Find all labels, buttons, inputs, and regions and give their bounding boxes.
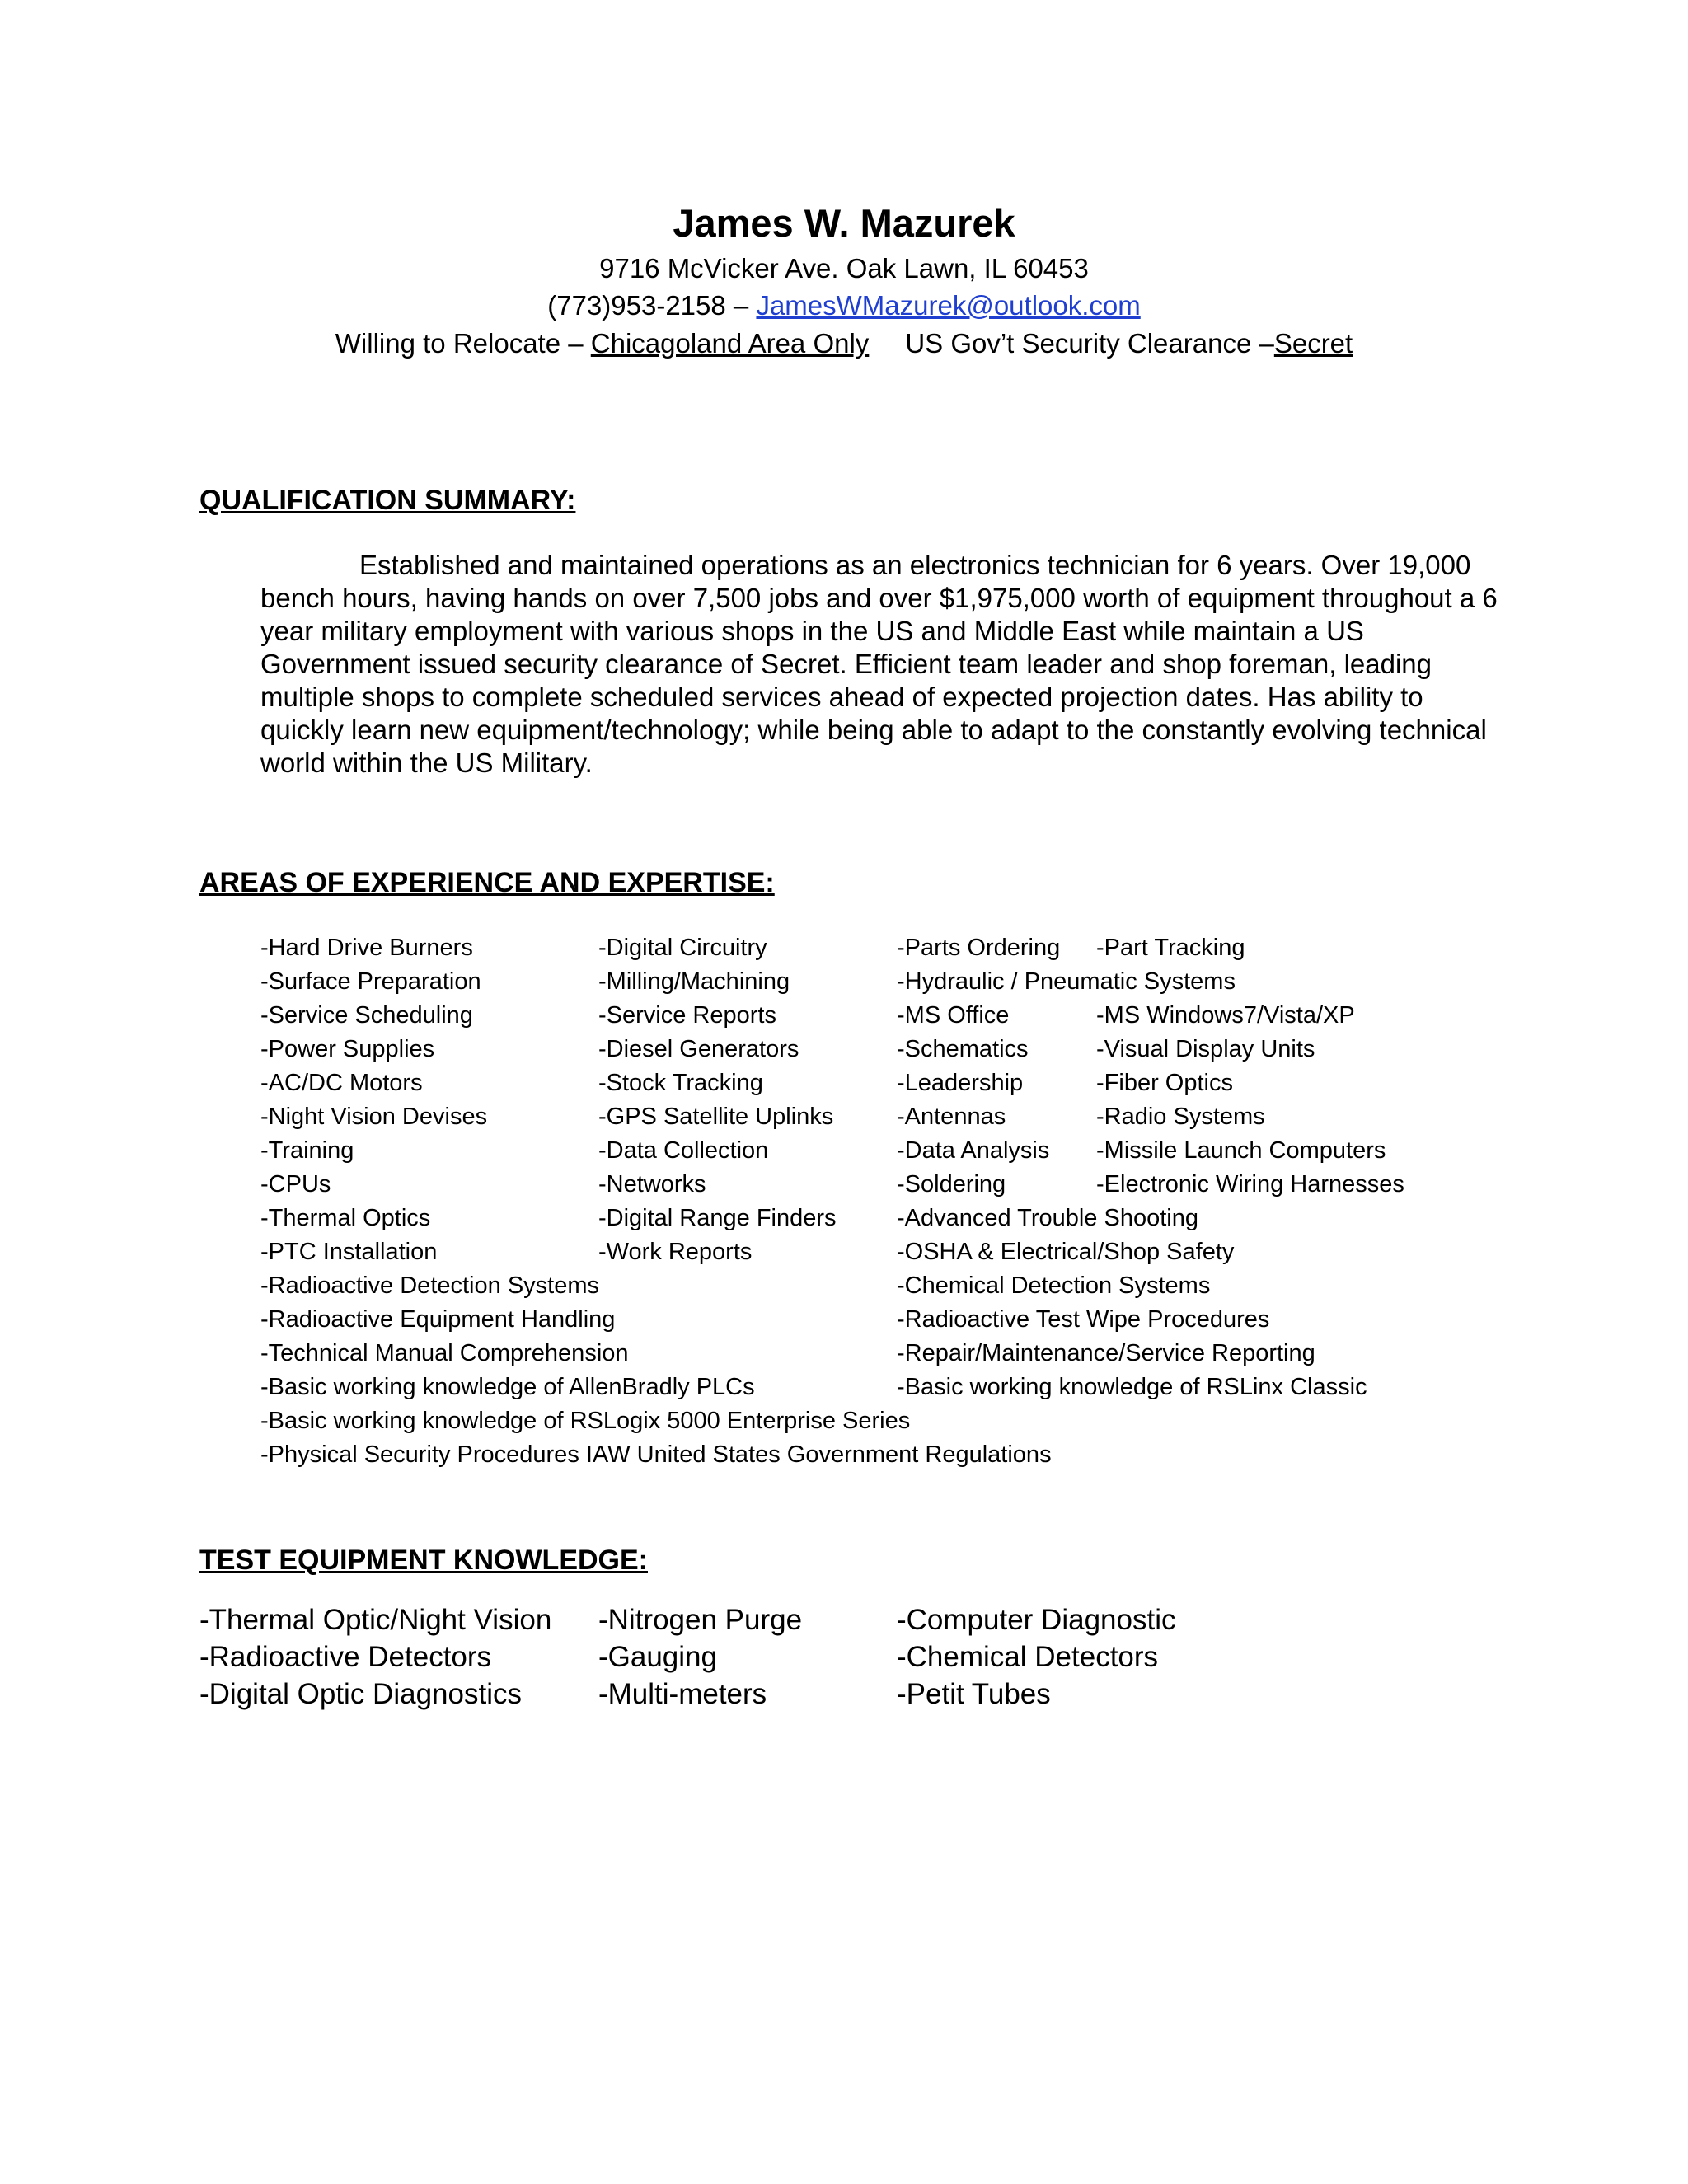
expertise-item: -Radioactive Test Wipe Procedures: [897, 1306, 1270, 1333]
expertise-item: -Digital Range Finders: [598, 1205, 837, 1231]
expertise-item: -Data Analysis: [897, 1137, 1050, 1164]
expertise-item: -Physical Security Procedures IAW United States Government Regulations: [260, 1441, 1052, 1468]
expertise-item: -Digital Circuitry: [598, 935, 767, 961]
expertise-item: -Chemical Detection Systems: [897, 1272, 1211, 1299]
test-equipment-item: -Radioactive Detectors: [199, 1641, 492, 1673]
expertise-item: -Radio Systems: [1096, 1104, 1265, 1130]
candidate-name: James W. Mazurek: [673, 201, 1015, 245]
expertise-item: -Milling/Machining: [598, 968, 790, 995]
relocation-clearance-line: [0, 328, 1688, 359]
expertise-item: -Leadership: [897, 1070, 1024, 1096]
expertise-item: -Night Vision Devises: [260, 1104, 488, 1130]
expertise-item: -Surface Preparation: [260, 968, 481, 995]
expertise-item: -OSHA & Electrical/Shop Safety: [897, 1239, 1235, 1265]
qualification-summary-heading: QUALIFICATION SUMMARY:: [199, 485, 576, 516]
expertise-item: -Stock Tracking: [598, 1070, 763, 1096]
test-equipment-item: -Chemical Detectors: [897, 1641, 1159, 1673]
test-equipment-item: -Nitrogen Purge: [598, 1604, 803, 1636]
expertise-item: -MS Office: [897, 1002, 1010, 1029]
expertise-item: -Radioactive Detection Systems: [260, 1272, 599, 1299]
expertise-item: -Part Tracking: [1096, 935, 1245, 961]
expertise-item: -GPS Satellite Uplinks: [598, 1104, 834, 1130]
relocate-value: Chicagoland Area Only: [590, 328, 870, 359]
expertise-item: -Networks: [598, 1171, 706, 1197]
phone-separator: –: [725, 290, 757, 321]
expertise-item: -Basic working knowledge of AllenBradly PLCs: [260, 1374, 755, 1400]
test-equipment-item: -Gauging: [598, 1641, 717, 1673]
test-equipment-item: -Digital Optic Diagnostics: [199, 1678, 522, 1710]
expertise-item: -Thermal Optics: [260, 1205, 431, 1231]
expertise-heading: AREAS OF EXPERIENCE AND EXPERTISE:: [199, 867, 775, 898]
expertise-item: -CPUs: [260, 1171, 331, 1197]
clearance-value: Secret: [1273, 328, 1353, 359]
test-equipment-item: -Petit Tubes: [897, 1678, 1051, 1710]
phone-number: (773)953-2158: [547, 290, 726, 321]
expertise-item: -MS Windows7/Vista/XP: [1096, 1002, 1355, 1029]
expertise-item: -Training: [260, 1137, 354, 1164]
expertise-item: -Service Reports: [598, 1002, 776, 1029]
expertise-item: -Hard Drive Burners: [260, 935, 473, 961]
expertise-item: -Repair/Maintenance/Service Reporting: [897, 1340, 1315, 1366]
expertise-item: -Visual Display Units: [1096, 1036, 1315, 1062]
expertise-item: -Radioactive Equipment Handling: [260, 1306, 616, 1333]
expertise-item: -Advanced Trouble Shooting: [897, 1205, 1198, 1231]
expertise-item: -Electronic Wiring Harnesses: [1096, 1171, 1404, 1197]
expertise-item: -Power Supplies: [260, 1036, 435, 1062]
contact-line: [0, 290, 1688, 321]
expertise-item: -Data Collection: [598, 1137, 769, 1164]
expertise-item: -Technical Manual Comprehension: [260, 1340, 629, 1366]
expertise-item: -Fiber Optics: [1096, 1070, 1233, 1096]
expertise-item: -Hydraulic / Pneumatic Systems: [897, 968, 1236, 995]
expertise-item: -Antennas: [897, 1104, 1006, 1130]
test-equipment-item: -Computer Diagnostic: [897, 1604, 1176, 1636]
expertise-item: -Soldering: [897, 1171, 1006, 1197]
address: 9716 McVicker Ave. Oak Lawn, IL 60453: [599, 253, 1089, 284]
expertise-item: -Basic working knowledge of RSLogix 5000 Enterprise Series: [260, 1408, 911, 1434]
expertise-item: -Missile Launch Computers: [1096, 1137, 1386, 1164]
expertise-item: -Work Reports: [598, 1239, 753, 1265]
qualification-summary-text: Established and maintained operations as an electronics technician for 6 years. Over 19,000 bench hours, having hands on over 7,500 jobs and over $1,975,000 worth of equipment throughout a 6 year military employment with various shops in the US and Middle East while maintain a US Government issued security clearance of Secret. Efficient team leader and shop foreman, leading multiple shops to complete scheduled services ahead of expected projection dates. Has ability to quickly learn new equipment/technology; while being able to adapt to the constantly evolving technical world within the US Military.: [260, 550, 1498, 778]
expertise-item: -Diesel Generators: [598, 1036, 799, 1062]
expertise-item: -PTC Installation: [260, 1239, 438, 1265]
expertise-item: -AC/DC Motors: [260, 1070, 423, 1096]
clearance-label: US Gov’t Security Clearance –: [905, 328, 1274, 359]
expertise-item: -Basic working knowledge of RSLinx Classic: [897, 1374, 1367, 1400]
test-equipment-heading: TEST EQUIPMENT KNOWLEDGE:: [199, 1544, 648, 1576]
expertise-item: -Schematics: [897, 1036, 1029, 1062]
test-equipment-item: -Thermal Optic/Night Vision: [199, 1604, 552, 1636]
email-link[interactable]: JamesWMazurek@outlook.com: [756, 290, 1141, 321]
test-equipment-item: -Multi-meters: [598, 1678, 767, 1710]
relocate-label: Willing to Relocate –: [335, 328, 591, 359]
expertise-item: -Parts Ordering: [897, 935, 1061, 961]
expertise-item: -Service Scheduling: [260, 1002, 473, 1029]
